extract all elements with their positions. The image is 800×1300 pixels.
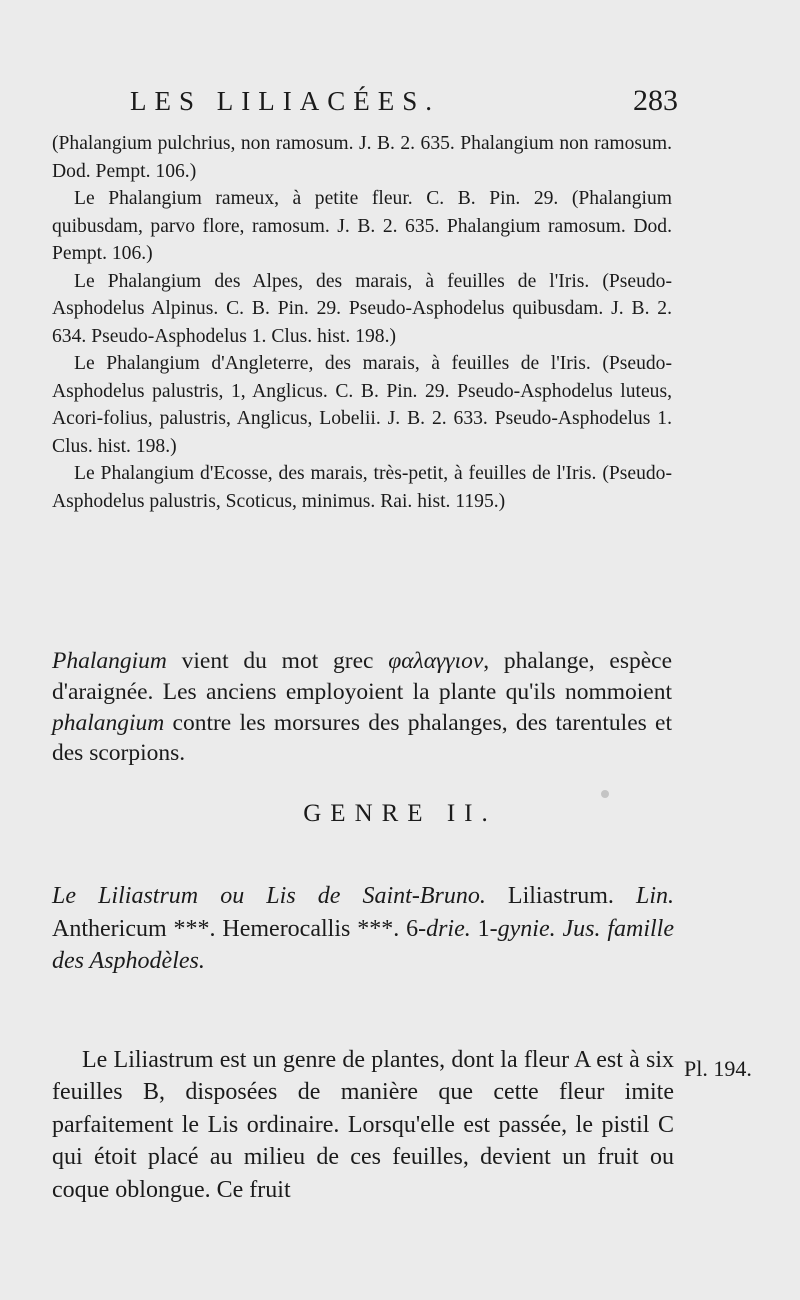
- etymology-paragraph: Phalangium vient du mot grec φαλαγγιον, phalange, espèce d'araignée. Les anciens employoient la plante qu'ils nommoient phalangium contre les morsures des phalanges, des tarentules et des scorpions.: [52, 648, 673, 767]
- description-paragraph: Le Liliastrum est un genre de plantes, dont la fleur A est à six feuilles B, disposées de manière que cette fleur imite parfaitement le Lis ordinaire. Lorsqu'elle est passée, le pistil C qui étoit placé au milieu de ces feuilles, devient un fruit ou coque oblongue. Ce fruit: [52, 1047, 674, 1203]
- genus-title: Le Liliastrum ou Lis de Saint-Bruno. Liliastrum. Lin. Anthericum ***. Hemerocallis ***. 6-drie. 1-gynie. Jus. famille des Asphodèles.: [52, 883, 675, 974]
- greek-word: φαλαγγιον: [388, 648, 484, 674]
- synonym-entry: Le Phalangium d'Angleterre, des marais, à feuilles de l'Iris. (Pseudo-Asphodelus palustris, 1, Anglicus. C. B. Pin. 29. Pseudo-Asphodelus luteus, Acori-folius, palustris, Anglicus, Lobelii. J. B. 2. 633. Pseudo-Asphodelus 1. Clus. hist. 198.): [52, 353, 672, 457]
- running-title: LES LILIACÉES.: [130, 86, 440, 116]
- ink-spot: [601, 790, 609, 798]
- page-number: 283: [633, 84, 678, 117]
- genus-name: Le Liliastrum ou Lis de Saint-Bruno.: [52, 883, 486, 909]
- synonym-entry: Le Phalangium des Alpes, des marais, à feuilles de l'Iris. (Pseudo-Asphodelus Alpinus. C. B. Pin. 29. Pseudo-Asphodelus quibusdam. J. B. 2. 634. Pseudo-Asphodelus 1. Clus. hist. 198.): [52, 270, 672, 347]
- synonym-entry: (Phalangium pulchrius, non ramosum. J. B. 2. 635. Phalangium non ramosum. Dod. Pempt. 106.): [52, 133, 672, 182]
- running-head: [130, 82, 678, 122]
- etymology-term: Phalangium: [52, 648, 167, 674]
- synonym-list: [52, 130, 672, 515]
- plate-reference: Pl. 194.: [684, 1056, 752, 1081]
- genre-heading: GENRE II.: [303, 800, 497, 827]
- synonym-entry: Le Phalangium d'Ecosse, des marais, très-petit, à feuilles de l'Iris. (Pseudo-Asphodelus palustris, Scoticus, minimus. Rai. hist. 1195.): [52, 463, 672, 512]
- synonym-entry: Le Phalangium rameux, à petite fleur. C. B. Pin. 29. (Phalangium quibusdam, parvo flore, ramosum. J. B. 2. 635. Phalangium ramosum. Dod. Pempt. 106.): [52, 188, 672, 264]
